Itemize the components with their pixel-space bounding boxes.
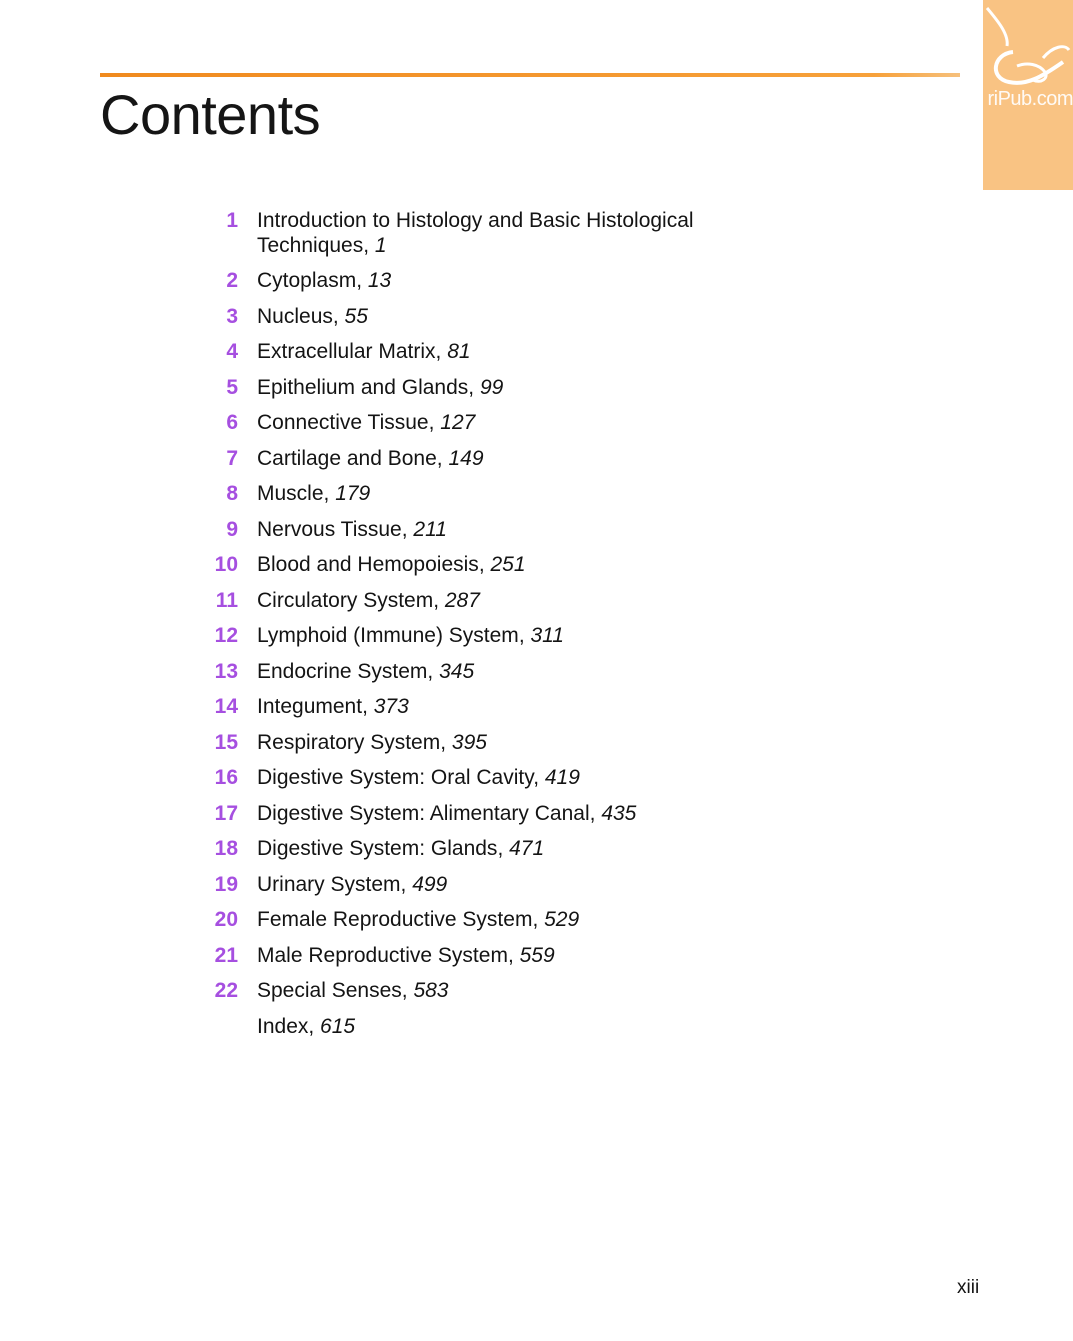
toc-entry[interactable] xyxy=(0,836,900,861)
toc-entry[interactable] xyxy=(0,208,900,258)
chapter-entry-text xyxy=(257,765,777,790)
chapter-title: Special Senses xyxy=(257,979,402,1002)
chapter-page: 529 xyxy=(544,908,580,931)
header-rule xyxy=(100,73,960,77)
toc-entry[interactable] xyxy=(0,304,900,329)
chapter-entry-text xyxy=(257,694,777,719)
toc-entry[interactable] xyxy=(0,801,900,826)
chapter-number: 6 xyxy=(226,411,238,434)
toc-entry[interactable] xyxy=(0,694,900,719)
toc-entry[interactable] xyxy=(0,765,900,790)
toc-entry[interactable] xyxy=(0,978,900,1003)
chapter-number: 12 xyxy=(214,624,238,647)
chapter-entry-text xyxy=(257,872,777,897)
chapter-entry-text xyxy=(257,446,777,471)
chapter-number: 4 xyxy=(226,340,238,363)
toc-entry[interactable] xyxy=(0,907,900,932)
chapter-page: 13 xyxy=(367,269,392,292)
chapter-entry-text xyxy=(257,588,777,613)
chapter-page: 345 xyxy=(439,659,475,683)
separator: , xyxy=(518,624,531,647)
chapter-page: 179 xyxy=(335,482,371,505)
separator: , xyxy=(356,269,368,292)
separator: , xyxy=(507,943,520,967)
toc-entry[interactable] xyxy=(0,623,900,648)
separator: , xyxy=(497,837,510,860)
chapter-entry-text xyxy=(257,517,777,542)
separator: , xyxy=(362,695,374,718)
separator: , xyxy=(478,553,491,576)
chapter-number: 13 xyxy=(214,659,238,683)
toc-entry[interactable] xyxy=(0,552,900,577)
toc-entry[interactable] xyxy=(0,410,900,435)
chapter-page: 99 xyxy=(479,375,504,399)
toc-list xyxy=(0,208,900,1049)
chapter-page: 395 xyxy=(451,730,487,754)
toc-entry[interactable] xyxy=(0,659,900,684)
toc-entry[interactable] xyxy=(0,943,900,968)
chapter-title: Nucleus xyxy=(257,304,333,328)
separator: , xyxy=(323,482,336,505)
chapter-number: 2 xyxy=(226,269,238,292)
separator: , xyxy=(435,340,448,363)
chapter-page: 311 xyxy=(530,624,564,647)
chapter-number: 8 xyxy=(226,482,238,505)
chapter-title: Endocrine System xyxy=(257,659,428,683)
separator: , xyxy=(427,659,440,683)
toc-entry[interactable] xyxy=(0,481,900,506)
separator: , xyxy=(428,411,441,434)
toc-entry[interactable] xyxy=(0,339,900,364)
watermark-text: riPub.com xyxy=(987,88,1073,110)
chapter-page: 419 xyxy=(544,766,580,789)
separator: , xyxy=(589,801,602,825)
separator: , xyxy=(401,979,414,1002)
chapter-number: 15 xyxy=(214,730,238,754)
chapter-number: 20 xyxy=(214,908,238,931)
chapter-number: 19 xyxy=(214,872,238,896)
separator: , xyxy=(433,588,445,612)
chapter-number: 16 xyxy=(214,766,238,789)
chapter-title: Cartilage and Bone xyxy=(257,446,437,470)
chapter-page: 435 xyxy=(601,801,637,825)
chapter-page: 1 xyxy=(374,234,387,257)
chapter-title: Digestive System: Oral Cavity xyxy=(257,766,534,789)
chapter-title: Epithelium and Glands xyxy=(257,375,469,399)
chapter-title: Blood and Hemopoiesis xyxy=(257,553,479,576)
separator: , xyxy=(308,1014,321,1038)
separator: , xyxy=(533,766,545,789)
chapter-entry-text xyxy=(257,801,777,826)
chapter-entry-text xyxy=(257,410,777,435)
chapter-title: Index xyxy=(257,1014,309,1038)
chapter-number: 21 xyxy=(214,943,238,967)
separator: , xyxy=(400,872,413,896)
toc-entry[interactable] xyxy=(0,517,900,542)
chapter-entry-text xyxy=(257,907,777,932)
separator: , xyxy=(468,375,480,399)
separator: , xyxy=(332,304,345,328)
chapter-page: 559 xyxy=(519,943,555,967)
chapter-title: Connective Tissue xyxy=(257,411,429,434)
toc-entry[interactable] xyxy=(0,268,900,293)
toc-entry[interactable] xyxy=(0,1014,900,1039)
chapter-entry-text xyxy=(257,978,777,1003)
separator: , xyxy=(401,517,414,541)
chapter-number: 22 xyxy=(214,979,238,1002)
chapter-title: Introduction to Histology and Basic Histological Techniques xyxy=(257,209,694,257)
chapter-page: 373 xyxy=(373,695,409,718)
toc-entry[interactable] xyxy=(0,872,900,897)
chapter-title: Muscle xyxy=(257,482,324,505)
chapter-entry-text xyxy=(257,339,777,364)
chapter-page: 251 xyxy=(490,553,526,576)
chapter-title: Nervous Tissue xyxy=(257,517,402,541)
chapter-number: 1 xyxy=(226,209,238,232)
separator: , xyxy=(363,234,375,257)
chapter-entry-text xyxy=(257,623,777,648)
chapter-entry-text xyxy=(257,552,777,577)
chapter-number: 10 xyxy=(214,553,238,576)
chapter-title: Digestive System: Glands xyxy=(257,837,498,860)
chapter-page: 287 xyxy=(444,588,480,612)
chapter-page: 615 xyxy=(320,1014,356,1038)
separator: , xyxy=(436,446,449,470)
chapter-entry-text xyxy=(257,943,777,968)
chapter-entry-text xyxy=(257,304,777,329)
chapter-title: Circulatory System xyxy=(257,588,434,612)
chapter-number: 5 xyxy=(226,375,238,399)
chapter-page: 127 xyxy=(440,411,476,434)
chapter-entry-text xyxy=(257,836,777,861)
chapter-number: 14 xyxy=(214,695,238,718)
chapter-title: Male Reproductive System xyxy=(257,943,508,967)
chapter-title: Urinary System xyxy=(257,872,401,896)
chapter-title: Digestive System: Alimentary Canal xyxy=(257,801,590,825)
chapter-entry-text xyxy=(257,481,777,506)
chapter-entry-text xyxy=(257,1014,777,1039)
chapter-title: Female Reproductive System xyxy=(257,908,533,931)
chapter-title: Respiratory System xyxy=(257,730,441,754)
chapter-page: 81 xyxy=(447,340,471,363)
chapter-page: 499 xyxy=(412,872,448,896)
chapter-entry-text xyxy=(257,375,777,400)
chapter-entry-text xyxy=(257,659,777,684)
chapter-number: 3 xyxy=(226,304,238,328)
page-number: xiii xyxy=(957,1277,980,1298)
chapter-number: 17 xyxy=(214,801,238,825)
chapter-entry-text xyxy=(257,208,777,258)
chapter-page: 211 xyxy=(413,517,447,541)
chapter-page: 149 xyxy=(448,446,484,470)
chapter-number: 11 xyxy=(215,588,238,612)
chapter-number: 7 xyxy=(226,446,238,470)
toc-entry[interactable] xyxy=(0,375,900,400)
separator: , xyxy=(532,908,545,931)
toc-entry[interactable] xyxy=(0,730,900,755)
chapter-entry-text xyxy=(257,730,777,755)
chapter-number: 9 xyxy=(226,517,238,541)
separator: , xyxy=(440,730,452,754)
chapter-page: 583 xyxy=(413,979,449,1002)
page-title: Contents xyxy=(100,83,321,146)
chapter-title: Integument xyxy=(257,695,363,718)
toc-entry[interactable] xyxy=(0,588,900,613)
chapter-number: 18 xyxy=(214,837,238,860)
chapter-entry-text xyxy=(257,268,777,293)
chapter-title: Extracellular Matrix xyxy=(257,340,436,363)
chapter-page: 471 xyxy=(509,837,545,860)
chapter-title: Lymphoid (Immune) System xyxy=(257,624,519,647)
chapter-page: 55 xyxy=(344,304,368,328)
toc-entry[interactable] xyxy=(0,446,900,471)
chapter-title: Cytoplasm xyxy=(257,269,357,292)
